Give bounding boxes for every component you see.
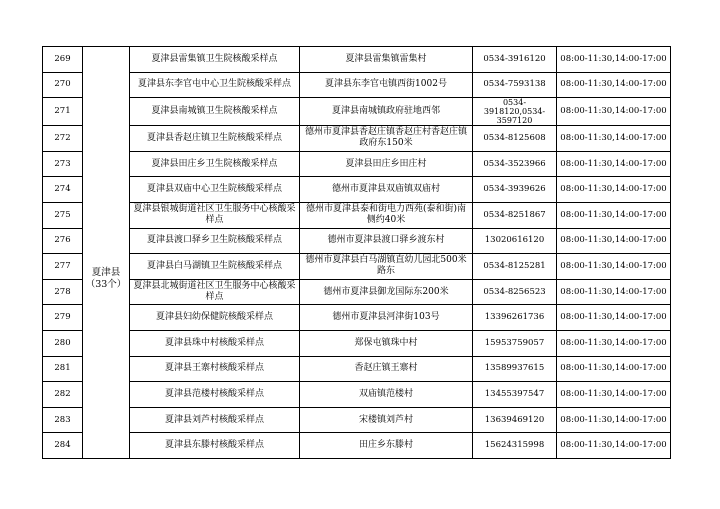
hours-cell: 08:00-11:30,14:00-17:00: [557, 72, 671, 98]
table-row: [43, 47, 671, 73]
hours-cell: 08:00-11:30,14:00-17:00: [557, 98, 671, 126]
address-cell: 德州市夏津县泰和街电力西苑(泰和街)南侧约40米: [300, 202, 473, 228]
row-number-cell: 281: [43, 356, 83, 382]
county-cell-spacer: [83, 330, 130, 356]
table-row: [43, 407, 671, 433]
site-name-cell: 夏津县渡口驿乡卫生院核酸采样点: [130, 228, 300, 254]
county-cell-spacer: [83, 98, 130, 126]
table-row: [43, 98, 671, 126]
phone-cell: 13020616120: [473, 228, 557, 254]
site-name-cell: 夏津县妇幼保健院核酸采样点: [130, 305, 300, 331]
address-cell: 田庄乡东滕村: [300, 433, 473, 459]
site-name-cell: 夏津县双庙中心卫生院核酸采样点: [130, 177, 300, 203]
address-cell: 双庙镇范楼村: [300, 382, 473, 408]
table-row: [43, 279, 671, 305]
row-number-cell: 269: [43, 47, 83, 73]
address-cell: 宋楼镇刘芦村: [300, 407, 473, 433]
county-cell-spacer: [83, 382, 130, 408]
address-cell: 香赵庄镇王寨村: [300, 356, 473, 382]
hours-cell: 08:00-11:30,14:00-17:00: [557, 254, 671, 280]
address-cell: 德州市夏津县御龙国际东200米: [300, 279, 473, 305]
address-cell: 德州市夏津县白马湖镇直幼儿园北500米路东: [300, 254, 473, 280]
county-cell-spacer: [83, 202, 130, 228]
row-number-cell: 274: [43, 177, 83, 203]
address-cell: 夏津县东李官屯镇西街1002号: [300, 72, 473, 98]
county-name: 夏津县: [91, 267, 121, 279]
phone-cell: 0534-8256523: [473, 279, 557, 305]
table-row: [43, 433, 671, 459]
row-number-cell: 270: [43, 72, 83, 98]
row-number-cell: 280: [43, 330, 83, 356]
phone-cell: 15953759057: [473, 330, 557, 356]
site-name-cell: 夏津县范楼村核酸采样点: [130, 382, 300, 408]
row-number-cell: 271: [43, 98, 83, 126]
table-row: [43, 330, 671, 356]
address-cell: 德州市夏津县渡口驿乡渡东村: [300, 228, 473, 254]
phone-cell: 13639469120: [473, 407, 557, 433]
phone-cell: 13589937615: [473, 356, 557, 382]
row-number-cell: 277: [43, 254, 83, 280]
county-cell-spacer: [83, 356, 130, 382]
site-name-cell: 夏津县田庄乡卫生院核酸采样点: [130, 151, 300, 177]
table-row: [43, 72, 671, 98]
row-number-cell: 275: [43, 202, 83, 228]
hours-cell: 08:00-11:30,14:00-17:00: [557, 47, 671, 73]
site-name-cell: 夏津县东李官屯中心卫生院核酸采样点: [130, 72, 300, 98]
site-name-cell: 夏津县香赵庄镇卫生院核酸采样点: [130, 126, 300, 152]
site-name-cell: 夏津县东滕村核酸采样点: [130, 433, 300, 459]
hours-cell: 08:00-11:30,14:00-17:00: [557, 330, 671, 356]
phone-cell: 15624315998: [473, 433, 557, 459]
county-cell-spacer: [83, 433, 130, 459]
address-cell: 德州市夏津县香赵庄镇香赵庄村香赵庄镇政府东150米: [300, 126, 473, 152]
address-cell: 夏津县田庄乡田庄村: [300, 151, 473, 177]
county-cell-spacer: [83, 47, 130, 73]
phone-cell: 13455397547: [473, 382, 557, 408]
address-cell: 郑保屯镇珠中村: [300, 330, 473, 356]
phone-cell: 0534-3523966: [473, 151, 557, 177]
site-name-cell: 夏津县银城街道社区卫生服务中心核酸采样点: [130, 202, 300, 228]
hours-cell: 08:00-11:30,14:00-17:00: [557, 407, 671, 433]
row-number-cell: 276: [43, 228, 83, 254]
table-row: [43, 356, 671, 382]
table-row: [43, 228, 671, 254]
site-name-cell: 夏津县刘芦村核酸采样点: [130, 407, 300, 433]
table-row: [43, 305, 671, 331]
table-row: [43, 151, 671, 177]
site-name-cell: 夏津县珠中村核酸采样点: [130, 330, 300, 356]
phone-cell: 0534-8251867: [473, 202, 557, 228]
hours-cell: 08:00-11:30,14:00-17:00: [557, 279, 671, 305]
sampling-sites-table-wrapper: [42, 46, 671, 459]
row-number-cell: 273: [43, 151, 83, 177]
row-number-cell: 282: [43, 382, 83, 408]
address-cell: 夏津县雷集镇雷集村: [300, 47, 473, 73]
row-number-cell: 283: [43, 407, 83, 433]
phone-cell: 0534-8125281: [473, 254, 557, 280]
phone-cell: 0534-3916120: [473, 47, 557, 73]
hours-cell: 08:00-11:30,14:00-17:00: [557, 305, 671, 331]
site-name-cell: 夏津县北城街道社区卫生服务中心核酸采样点: [130, 279, 300, 305]
site-name-cell: 夏津县雷集镇卫生院核酸采样点: [130, 47, 300, 73]
table-body: [43, 47, 671, 459]
address-cell: 德州市夏津县河津街103号: [300, 305, 473, 331]
hours-cell: 08:00-11:30,14:00-17:00: [557, 228, 671, 254]
address-cell: 夏津县南城镇政府驻地西邻: [300, 98, 473, 126]
site-name-cell: 夏津县王寨村核酸采样点: [130, 356, 300, 382]
table-row: [43, 202, 671, 228]
row-number-cell: 272: [43, 126, 83, 152]
address-cell: 德州市夏津县双庙镇双庙村: [300, 177, 473, 203]
county-cell-spacer: [83, 177, 130, 203]
county-cell-spacer: [83, 305, 130, 331]
table-row: [43, 177, 671, 203]
county-count: （33个）: [85, 279, 127, 291]
hours-cell: 08:00-11:30,14:00-17:00: [557, 126, 671, 152]
hours-cell: 08:00-11:30,14:00-17:00: [557, 382, 671, 408]
county-cell-spacer: [83, 228, 130, 254]
hours-cell: 08:00-11:30,14:00-17:00: [557, 433, 671, 459]
phone-cell: 0534-8125608: [473, 126, 557, 152]
table-row: [43, 254, 671, 280]
phone-cell: 13396261736: [473, 305, 557, 331]
row-number-cell: 279: [43, 305, 83, 331]
row-number-cell: 284: [43, 433, 83, 459]
county-cell-spacer: [83, 126, 130, 152]
county-cell-spacer: [83, 151, 130, 177]
site-name-cell: 夏津县白马湖镇卫生院核酸采样点: [130, 254, 300, 280]
hours-cell: 08:00-11:30,14:00-17:00: [557, 202, 671, 228]
phone-cell: 0534-7593138: [473, 72, 557, 98]
hours-cell: 08:00-11:30,14:00-17:00: [557, 177, 671, 203]
county-cell-spacer: [83, 72, 130, 98]
county-cell: [83, 254, 130, 305]
table-row: [43, 126, 671, 152]
county-cell-spacer: [83, 407, 130, 433]
table-row: [43, 382, 671, 408]
sampling-sites-table: [42, 46, 671, 459]
hours-cell: 08:00-11:30,14:00-17:00: [557, 151, 671, 177]
site-name-cell: 夏津县南城镇卫生院核酸采样点: [130, 98, 300, 126]
hours-cell: 08:00-11:30,14:00-17:00: [557, 356, 671, 382]
phone-cell: 0534-3918120,0534-3597120: [473, 98, 557, 126]
row-number-cell: 278: [43, 279, 83, 305]
phone-cell: 0534-3939626: [473, 177, 557, 203]
